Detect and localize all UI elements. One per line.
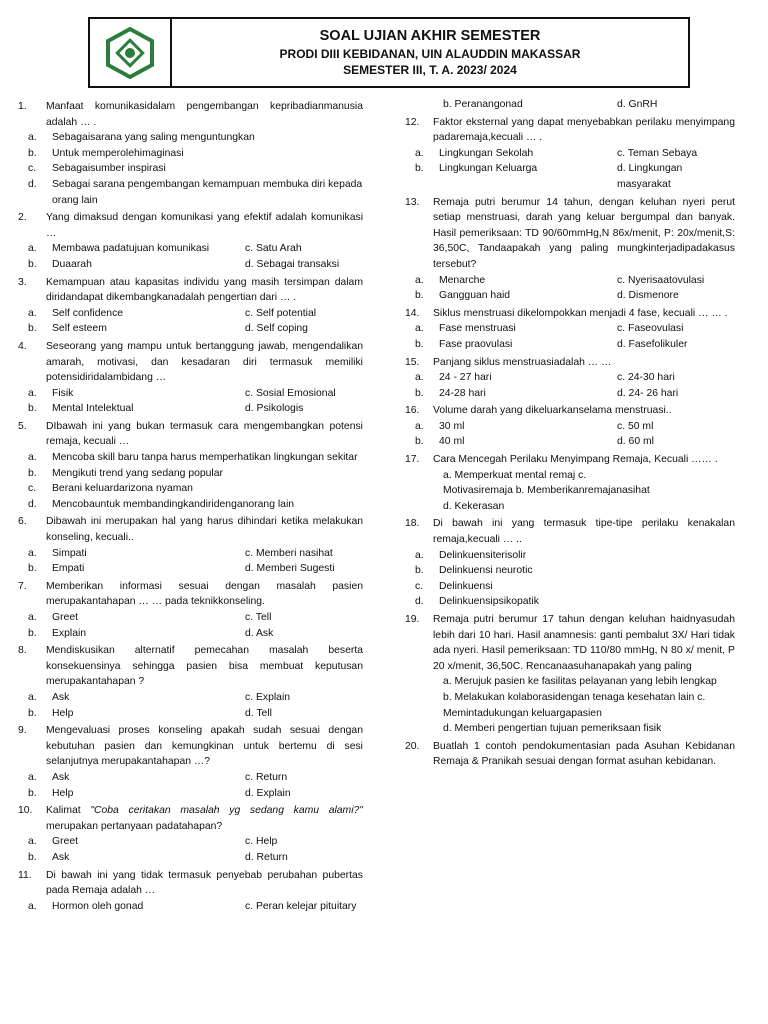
option [405,419,617,435]
option [18,257,245,273]
option: d. Return [245,851,288,863]
option: c. Memberi nasihat [245,547,333,559]
question-text: Mengevaluasi proses konseling apakah sudah sesuai dengan kebutuhan pasien dan kemungkinan untuk bertemu di sesi selanjutnya merupakantahapan …? [46,725,363,768]
option-text: Duaarah [52,258,92,270]
question-text: Remaja putri berumur 14 tahun, dengan keluhan nyeri perut setiap menstruasi, darah yang keluar bergumpal dan banyak. Hasil pemeriksaan: TD 90/60mmHg,N 86x/menit, P: 20x/menit,S: 36,50C, Tandaapakah yang paling mungkinterjadipadakasus tersebut? [433,196,735,270]
university-logo [90,19,172,86]
question-text: Mendiskusikan alternatif pemecahan masalah beserta konsekuensinya sehingga pasien bisa membuat keputusan merupakantahapan ? [46,645,363,688]
question-text: Yang dimaksud dengan komunikasi yang efektif adalah komunikasi … [46,212,363,239]
option-letter: b. [28,323,37,335]
question [18,210,363,241]
question [18,419,363,450]
option-row [405,273,735,289]
option [405,434,617,450]
option [405,594,735,610]
option [18,770,245,786]
option-letter: a. [28,691,37,703]
option [18,161,363,177]
option [18,690,245,706]
option-letter: a. [28,547,37,559]
option-row [18,690,363,706]
option-text: Lingkungan Sekolah [439,147,534,159]
question-text: Memberikan informasi sesuai dengan masalah pasien merupakantahapan … … pada teknikkonseling. [46,580,363,608]
option-letter: b. [28,403,37,415]
option: c. Faseovulasi [617,323,684,335]
option-text: Fase praovulasi [439,338,513,350]
option-text: 24-28 hari [439,387,486,399]
option-letter: c. [28,163,37,175]
question-number: 11. [18,869,32,881]
option: c. Self potential [245,307,317,319]
question-text: Manfaat komunikasidalam pengembangan kepribadianmanusia adalah … . [46,101,363,128]
option-row [18,706,363,722]
question-number: 19. [405,614,420,625]
option [405,273,617,289]
option-row [18,546,363,562]
option-letter: a. [28,243,37,255]
option-row [405,321,735,337]
option [18,834,245,850]
exam-header [88,17,690,88]
option-letter: b. [415,290,424,302]
option-letter: d. [415,596,424,608]
option-text: Help [52,787,74,799]
option-letter: d. [28,498,37,510]
option-text: Delinkuensipsikopatik [439,596,539,608]
option [18,321,245,337]
option-letter: b. [28,707,37,719]
option-row [405,386,735,402]
question [405,306,735,322]
question [18,99,363,130]
question-text: Di bawah ini yang termasuk tipe-tipe perilaku kenakalan remaja,kecuali … .. [433,518,735,546]
option [18,561,245,577]
option-text: Mengikuti trend yang sedang popular [52,467,223,479]
question-number: 17. [405,454,420,466]
option-text: Lingkungan Keluarga [439,163,538,175]
option: c. Teman Sebaya [617,147,698,159]
option [18,786,245,802]
option: c. 24-30 hari [617,372,675,384]
option: c. Peran kelejar pituitary [245,900,357,912]
option-text: Sebagaisumber inspirasi [52,163,166,175]
option-text: 40 ml [439,436,465,448]
option: c. Explain [245,691,291,703]
option-text: Fase menstruasi [439,323,516,335]
option-row [405,161,735,192]
option [18,306,245,322]
question-number: 5. [18,420,27,432]
question-number: 3. [18,276,27,288]
question [18,275,363,306]
option-row [405,146,735,162]
option-row [18,561,363,577]
option-line: Motivasiremaja b. Memberikanremajanasihat [443,485,650,497]
option [18,177,363,208]
question-text: Panjang siklus menstruasiadalah … … [433,356,612,368]
option [18,146,363,162]
question-number: 13. [405,196,420,208]
option-letter: a. [28,387,37,399]
option: d. GnRH [617,99,658,110]
quoted-question: "Coba ceritakan masalah yg sedang kamu alami?" [90,805,363,817]
option-letter: c. [28,483,37,495]
option-text: Greet [52,612,78,623]
option [18,546,245,562]
option-letter: b. [415,338,424,350]
question [18,868,363,899]
option: c. 50 ml [617,420,654,432]
option-letter: a. [28,612,37,623]
option-letter: a. [415,372,424,384]
option [18,241,245,257]
option: c. Nyerisaatovulasi [617,274,705,286]
option-text: Untuk memperolehimaginasi [52,147,184,159]
option-letter: a. [28,900,37,912]
option-text: Ask [52,851,70,863]
option [18,386,245,402]
option-row [18,626,363,642]
option: b. Peranangonad [443,99,523,110]
option-text: Berani keluardarizona nyaman [52,483,193,495]
option: d. Lingkungan masyarakat [617,163,683,190]
option: d. Dismenore [617,290,679,302]
option-row [405,419,735,435]
option-text: Mental Intelektual [52,403,134,415]
option-letter: a. [28,771,37,783]
question-text: Volume darah yang dikeluarkanselama menstruasi.. [433,405,672,417]
option-text: Ask [52,771,70,783]
option-text: Simpati [52,547,87,559]
option-row [18,386,363,402]
option [405,563,735,579]
option-text: Help [52,707,74,719]
option-text: Delinkuensi [439,580,493,592]
question [405,115,735,146]
question-text: Kalimat "Coba ceritakan masalah yg sedang kamu alami?" merupakan pertanyaan padatahapan? [46,805,363,832]
option [18,706,245,722]
question-text: Faktor eksternal yang dapat menyebabkan perilaku menyimpang padaremaja,kecuali … . [433,116,735,144]
option [18,626,245,642]
option-text: Ask [52,691,70,703]
option [405,370,617,386]
question-number: 18. [405,518,420,530]
question-text: Siklus menstruasi dikelompokkan menjadi 4 fase, kecuali … … . [433,307,728,319]
option-row [18,610,363,626]
question [405,403,735,419]
option: d. Psikologis [245,403,304,415]
question-number: 16. [405,405,420,417]
option-letter: a. [28,452,37,464]
option-letter: b. [28,627,37,639]
option-row [18,401,363,417]
question-text: Seseorang yang mampu untuk bertanggung jawab, mengendalikan amarah, motivasi, dan kesadaran diri termasuk memiliki potensidiridalambidang … [46,340,363,384]
option-text: Gangguan haid [439,290,511,302]
question-number: 1. [18,101,27,112]
question-number: 10. [18,805,33,817]
option-text: Greet [52,836,78,848]
option [405,548,735,564]
option-letter: a. [415,323,424,335]
option-text: 24 - 27 hari [439,372,492,384]
question-number: 8. [18,645,27,657]
option-line: a. Merujuk pasien ke fasilitas pelayanan yang lebih lengkap [443,676,717,688]
option: d. Explain [245,787,291,799]
option-letter: b. [415,565,424,577]
option-letter: b. [415,163,424,175]
question-number: 7. [18,580,27,592]
question-number: 12. [405,116,420,128]
logo-icon [102,25,158,81]
question [405,355,735,371]
question [18,723,363,770]
question [18,643,363,690]
option-letter: b. [28,563,37,575]
option-letter: a. [415,147,424,159]
question [405,516,735,547]
option-text: Membawa padatujuan komunikasi [52,243,210,255]
option-row [18,306,363,322]
option-row [18,241,363,257]
question [405,739,735,770]
option: c. Tell [245,612,272,623]
option-row [405,434,735,450]
option-row [405,370,735,386]
question-text: Di bawah ini yang tidak termasuk penyebab perubahan pubertas pada Remaja adalah … [46,869,363,897]
option-letter: b. [28,851,37,863]
question [405,612,735,674]
option-text: Delinkuensi neurotic [439,565,533,577]
option: d. Sebagai transaksi [245,258,340,270]
option-row [18,834,363,850]
option-letter: b. [28,147,37,159]
option [18,466,363,482]
option-letter: a. [28,132,37,144]
option-text: Menarche [439,274,486,286]
option-line: d. Memberi pengertian tujuan pemeriksaan fisik [443,723,662,735]
option [18,899,245,915]
option [405,146,617,162]
option-letter: a. [28,307,37,319]
option-line: a. Memperkuat mental remaj c. [443,469,587,481]
option-text: Empati [52,563,85,575]
option [18,850,245,866]
option-letter: b. [28,467,37,479]
question-number: 6. [18,516,27,528]
option-letter: a. [415,420,424,432]
option-letter: d. [28,178,37,190]
question [18,514,363,545]
question-number: 2. [18,212,27,224]
question-text: Buatlah 1 contoh pendokumentasian pada Asuhan Kebidanan Remaja & Pranikah sesuai dengan format asuhan kebidanan. [433,740,735,768]
question [405,195,735,273]
option-row [18,786,363,802]
option-row [18,850,363,866]
option-row [18,899,363,915]
option-letter: c. [415,580,424,592]
option-letter: b. [415,436,424,448]
option [405,288,617,304]
option-text: Mencoba skill baru tanpa harus memperhatikan lingkungan sekitar [52,452,358,464]
option: c. Help [245,836,278,848]
question [405,452,735,468]
option [405,161,617,192]
option-line: b. Melakukan kolaborasidengan tenaga kesehatan lain c. Memintadukungan keluargapasien [443,691,706,719]
option-letter: b. [28,787,37,799]
option-letter: a. [415,274,424,286]
option [405,337,617,353]
option-row [18,257,363,273]
option [18,450,363,466]
option [18,497,363,513]
option-row [405,288,735,304]
option [18,481,363,497]
option-letter: a. [415,549,424,561]
option-letter: b. [415,387,424,399]
exam-program: PRODI DIII KEBIDANAN, UIN ALAUDDIN MAKASSAR [279,47,581,61]
question-number: 14. [405,307,420,319]
option [18,401,245,417]
option-row [18,321,363,337]
option: c. Sosial Emosional [245,387,336,399]
option-letter: a. [28,836,37,848]
question [18,803,363,834]
option: d. Fasefolikuler [617,338,688,350]
option: c. Return [245,771,288,783]
option-text: Sebagai sarana pengembangan kemampuan membuka diri kepada orang lain [52,178,363,206]
question-text: Dibawah ini merupakan hal yang harus dihindari ketika melakukan konseling, kecuali.. [46,516,363,544]
question-text: DIbawah ini yang bukan termasuk cara mengembangkan potensi remaja, kecuali … [46,420,363,448]
option: d. Self coping [245,323,308,335]
option-text: Mencobauntuk membandingkandiridenganorang lain [52,498,295,510]
option [18,130,363,146]
question-number: 9. [18,725,27,737]
option: d. Tell [245,707,272,719]
question-text: Cara Mencegah Perilaku Menyimpang Remaja, Kecuali …… . [433,454,718,466]
option-row [405,97,735,113]
right-column [405,97,735,770]
option [405,321,617,337]
option: d. Ask [245,627,274,639]
option-row [18,770,363,786]
option [18,610,245,626]
option-text: Fisik [52,387,74,399]
question-number: 4. [18,340,27,352]
exam-title: SOAL UJIAN AKHIR SEMESTER [319,28,541,44]
option-text: Hormon oleh gonad [52,900,144,912]
option-text: Sebagaisarana yang saling menguntungkan [52,132,255,144]
option [405,579,735,595]
question-text: Kemampuan atau kapasitas individu yang masih tersimpan dalam diridandapat dikembangkanadalah pengertian dari … . [46,276,363,304]
option-text: Self esteem [52,323,107,335]
question-number: 20. [405,740,420,752]
option: d. 24- 26 hari [617,387,679,399]
option-text: Explain [52,627,87,639]
question [18,579,363,610]
option-line: d. Kekerasan [443,500,505,512]
option-text: Delinkuensiterisolir [439,549,527,561]
option-text: 30 ml [439,420,465,432]
exam-semester: SEMESTER III, T. A. 2023/ 2024 [343,63,517,77]
option-row [405,337,735,353]
option [405,386,617,402]
question-text: Remaja putri berumur 17 tahun dengan keluhan haidnyasudah lebih dari 10 hari. Hasil anamnesis: ganti pembalut 3X/ Hari tidak ada nyeri. Hasil pemeriksaan: TD 110/80 mmHg, N 80 x/ menit, P 20 x/menit, 36,50C. Rencanaasuhanapakah yang paling [433,614,735,672]
option-text: Self confidence [52,307,124,319]
question-number: 15. [405,356,420,368]
option: d. 60 ml [617,436,654,448]
option: c. Satu Arah [245,243,302,255]
left-column [18,97,363,914]
option: d. Memberi Sugesti [245,563,335,575]
question [18,339,363,386]
option-letter: b. [28,258,37,270]
